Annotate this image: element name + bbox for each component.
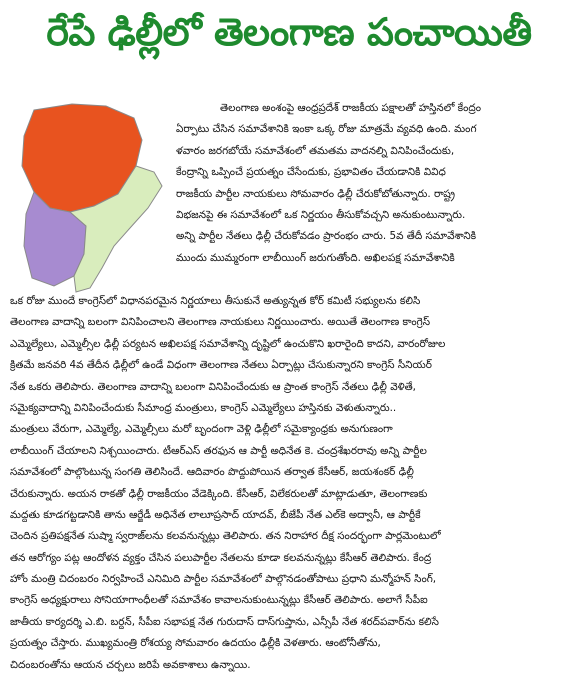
article-line: జాతీయ కార్యదర్శి ఎ.బి. బర్దన్, సీపీఐ సభాపక్ష నేత గురుదాస్ దాస్‌గుప్తాను, ఎన్సీపీ నేత శరద్‌పవార్‌ను కలిసే [10,615,439,628]
article-body-full-width [10,291,568,676]
andhra-pradesh-map-image [14,96,164,296]
article-line: రాజకీయ పార్టీల నాయకులు సోమవారం ఢిల్లీ చేరుకోబోతున్నారు. రాష్ట్ర [176,187,455,200]
article-line: కేంద్రాన్ని ఒప్పించే ప్రయత్నం చేసేందుకు, ప్రభావితం చేయడానికి వివిధ [176,166,446,179]
headline: రేపే ఢిల్లీలో తెలంగాణ పంచాయితీ [46,10,532,54]
article-line: చెందిన ప్రతిపక్షనేత సుష్మా స్వరాజ్‌లను కలవనున్నట్లు తెలిపారు. తన నిరాహార దీక్ష సందర్భంగా పార్లమెంటులో [10,530,441,543]
article-line: ఎమ్మెల్యేలు, ఎమ్మెల్సీల ఢిల్లీ పర్యటన అఖిలపక్ష సమావేశాన్ని దృష్టిలో ఉంచుకొని ఖరారైంది కాదని, వారంరోజుల [10,337,446,350]
article-line: సమైక్యవాదాన్ని వినిపించేందుకు సీమాంధ్ర మంత్రులు, కాంగ్రెస్ ఎమ్మెల్యేలు హస్తినకు వెళుతున్నారు.. [10,401,397,414]
article-line: కాంగ్రెస్ అధ్యక్షురాలు సోనియాగాంధీలతో సమావేశం కావాలనుకుంటున్నట్లు కేసీఆర్ తెలిపారు. అలాగే సీపీఐ [10,594,428,607]
article-line: తన ఆరోగ్యం పట్ల ఆందోళన వ్యక్తం చేసిన పలుపార్టీల నేతలను కూడా కలవనున్నట్లు కేసీఆర్ తెలిపారు. కేంద్ర [10,551,432,564]
article-line: ముందు ముమ్మరంగా లాబీయింగ్ జరుగుతోంది. అఖిలపక్ష సమావేశానికి [176,251,455,264]
article-line: చిదంబరంతోను ఆయన చర్చలు జరిపే అవకాశాలు ఉన్నాయి. [10,658,251,671]
article-line: లాబీయింగ్ చేయాలని నిశ్చయించారు. టీఆర్ఎస్ తరఫున ఆ పార్టీ అధినేత కె. చంద్రశేఖరరావు అన్ని పార్టీల [10,444,427,457]
article-line: విభజనపై ఈ సమావేశంలో ఒక నిర్ణయం తీసుకోవచ్చని అనుకుంటున్నారు. [176,208,466,221]
article-line: నేత ఒకరు తెలిపారు. తెలంగాణ వాదాన్ని బలంగా వినిపించేందుకు ఆ ప్రాంత కాంగ్రెస్ నేతలు ఢిల్లీ వెళితే, [10,380,416,393]
article-line: మద్దతు కూడగట్టడానికి తాను ఆర్జేడీ అధినేత లాలూప్రసాద్ యాదవ్, బీజేపీ నేత ఎల్‌కె అద్వానీ, ఆ పార్టీకే [10,508,421,521]
article-line: తెలంగాణ వాదాన్ని బలంగా వినిపించాలని తెలంగాణ నాయకులు నిర్ణయించారు. అయితే తెలంగాణ కాంగ్రెస్ [10,316,431,329]
article-line: ళవారం జరగబోయే సమావేశంలో తమతమ వాదనల్ని వినిపించేందుకు, [176,144,455,157]
article-line: హోం మంత్రి చిదంబరం నిర్వహించే ఎనిమిది పార్టీల సమావేశంలో పాల్గొనడంతోపాటు ప్రధాని మన్మోహన్ సింగ్, [10,573,437,586]
article-line: క్రితమే జనవరి 4వ తేదీన ఢిల్లీలో ఉండే విధంగా తెలంగాణ నేతలు ఏర్పాట్లు చేసుకున్నారని కాంగ్రెస్ సీనియర్ [10,359,432,372]
article-line: తెలంగాణ అంశంపై ఆంధ్రప్రదేశ్ రాజకీయ పక్షాలతో హస్తినలో కేంద్రం [220,102,481,114]
article-intro-wrapped [176,98,568,269]
article-line: ప్రయత్నం చేస్తారు. ముఖ్యమంత్రి రోశయ్య సోమవారం ఉదయం ఢిల్లీకి వెళతారు. ఆంటోనీతోను, [10,637,381,650]
article-line: చేరుకున్నారు. అయన రాకతో ఢిల్లీ రాజకీయం వేడెక్కింది. కేసీఆర్, విలేకరులతో మాట్లాడుతూ, తెలంగాణకు [10,487,428,500]
article-line: సమావేశంలో పాల్గొంటున్న సంగతి తెలిసిందే. ఆదివారం పొద్దుపోయిన తర్వాత కేసీఆర్, జయశంకర్ ఢిల్లీ [10,466,414,479]
article-line: మంత్రులు వేరుగా, ఎమ్మెల్యే, ఎమ్మెల్సీలు మరో బృందంగా వెళ్లి ఢిల్లీలో సమైక్యాంధ్రకు అనుగుణంగా [10,423,393,436]
article-line: ఏర్పాటు చేసిన సమావేశానికి ఇంకా ఒక్క రోజు మాత్రమే వ్యవధి ఉంది. మంగ [176,123,477,136]
article-line: అన్ని పార్టీల నేతలు ఢిల్లీ చేరుకోవడం ప్రారంభం చారు. 5వ తేదీ సమావేశానికి [176,230,477,243]
article-line: ఒక రోజు ముందే కాంగ్రెస్‌లో విధానపరమైన నిర్ణయాలు తీసుకునే అత్యున్నత కోర్ కమిటీ సభ్యులను కలిసి [10,295,421,307]
